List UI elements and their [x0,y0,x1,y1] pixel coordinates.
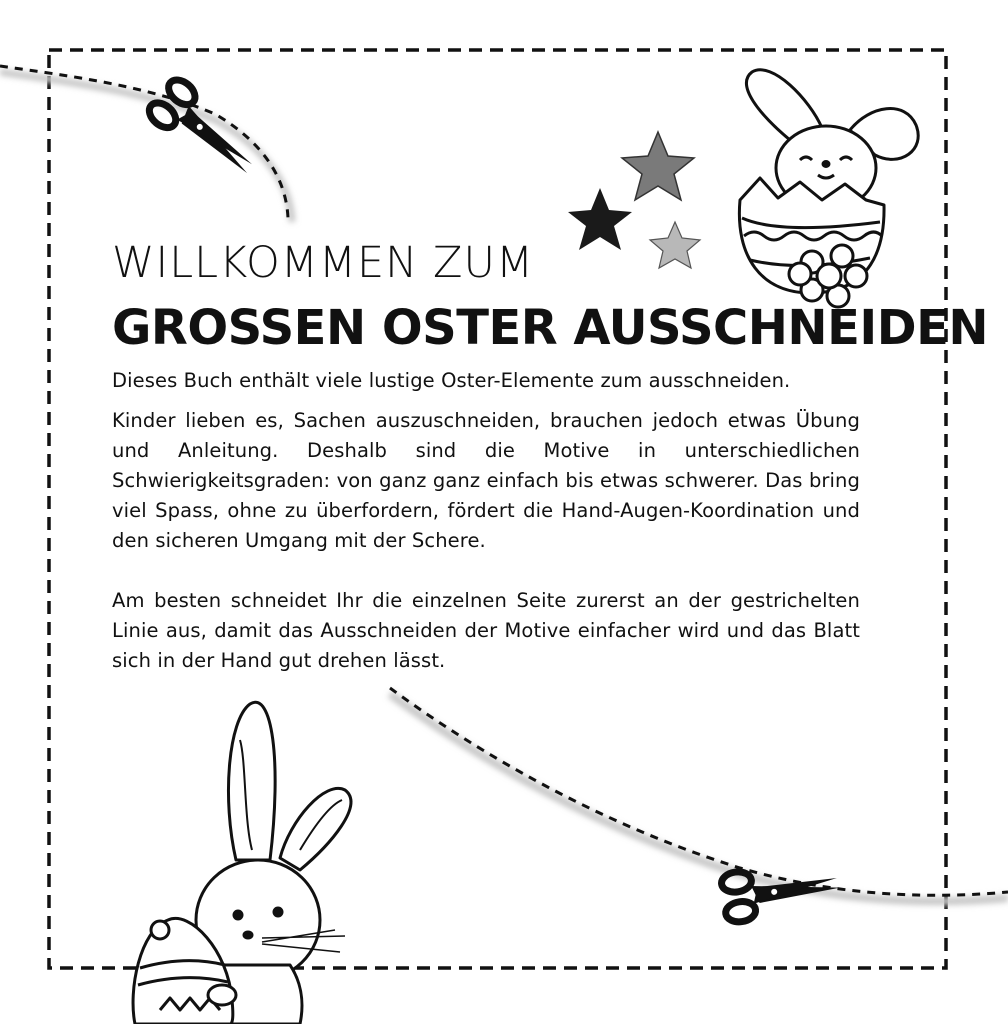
scissors-icon [145,75,267,189]
page-title-line-2: GROSSEN OSTER AUSSCHNEIDEN [112,300,989,356]
cut-line-bottom-shadow [390,694,1008,901]
star-icon [650,222,700,268]
intro-text-block [112,366,860,676]
paragraph-skills: Kinder lieben es, Sachen auszuschneiden, brauchen jedoch etwas Übung und Anleitung. Deshalb sind die Motive in unterschiedlichen Schwierigkeitsgraden: von ganz ganz einfach bis etwas schwerer. Das bring viel Spass, ohne zu überfordern, fördert die Hand-Augen-Koordination und den sicheren Umgang mit der Schere. [112,409,860,552]
paragraph-instructions: Am besten schneidet Ihr die einzelnen Seite zurerst an der gestrichelten Linie aus, damit das Ausschneiden der Motive einfacher wird und das Blatt sich in der Hand gut drehen lässt. [112,589,860,672]
cut-line-top-shadow [0,72,292,222]
bunny-with-egg [133,702,351,1024]
star-icon [568,188,632,250]
page-title-line-1: WILLKOMMEN ZUM [112,238,535,288]
star-icon [622,132,694,200]
intro-paragraph: Dieses Buch enthält viele lustige Oster-Elemente zum ausschneiden. [112,369,791,392]
bunny-in-egg [739,70,918,307]
